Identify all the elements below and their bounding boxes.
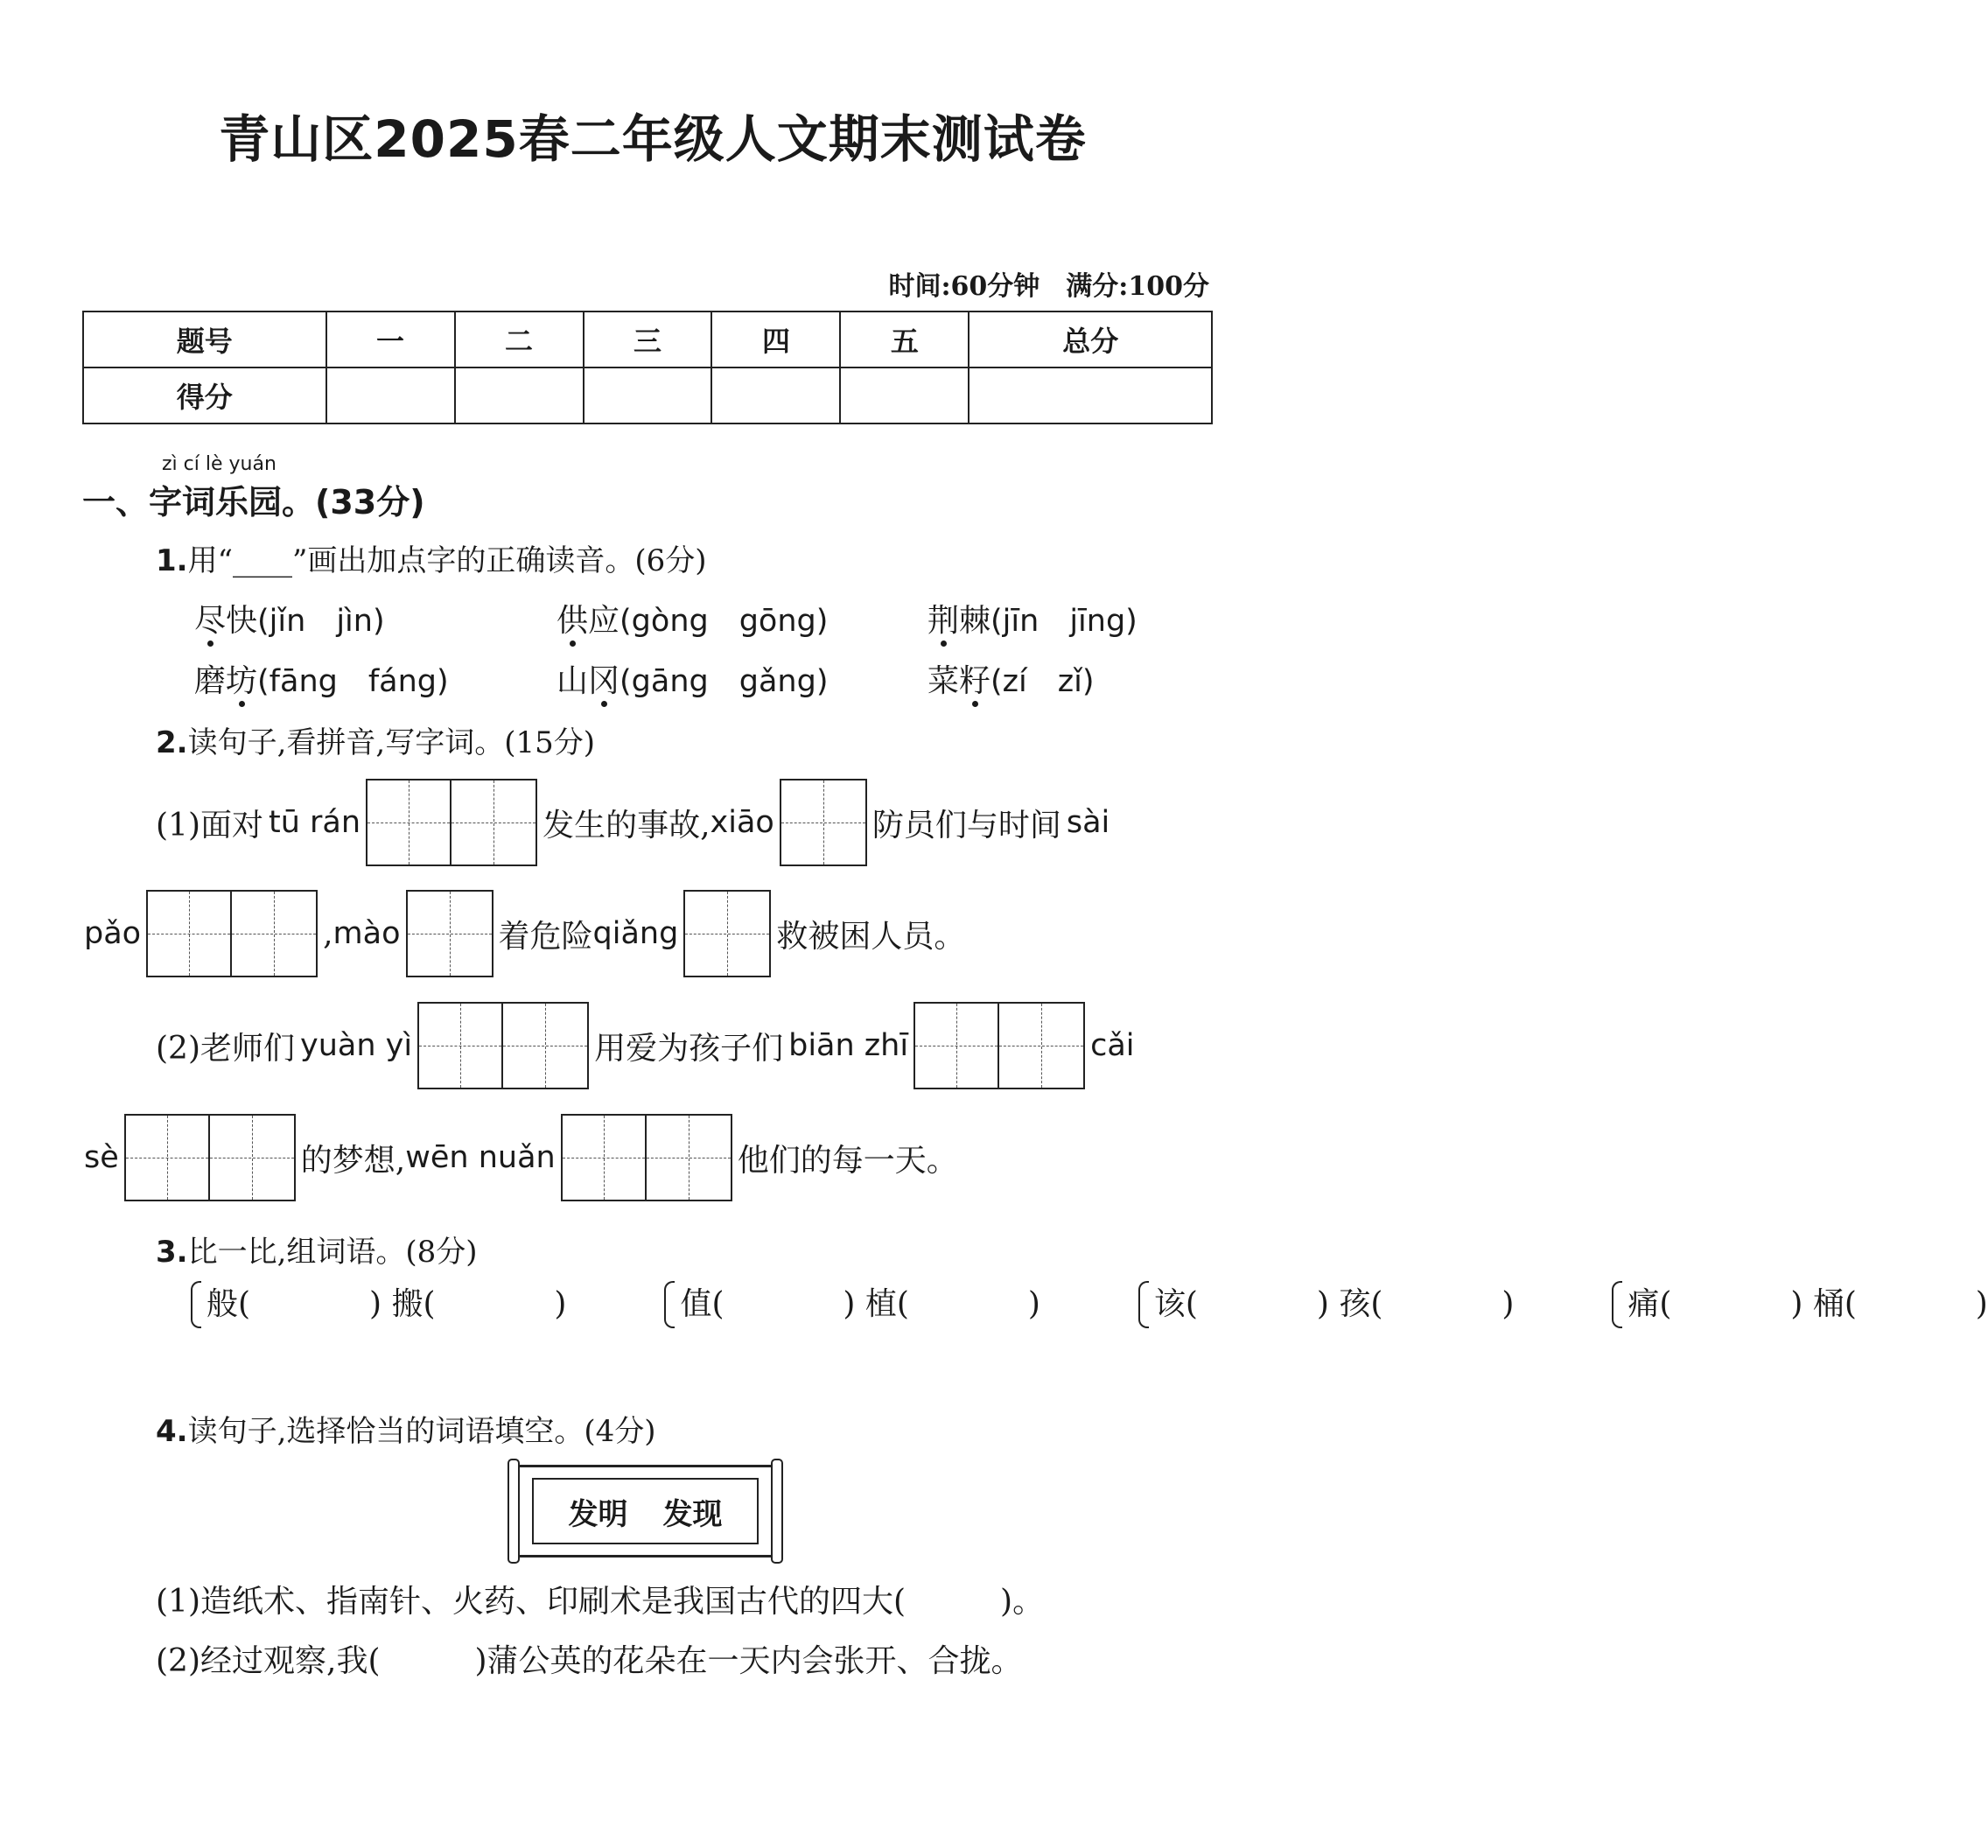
question-number: 3. bbox=[156, 1235, 188, 1270]
writing-grid[interactable] bbox=[561, 1114, 732, 1201]
pair-char: 般 bbox=[206, 1286, 239, 1322]
score-table bbox=[82, 311, 1213, 424]
score-input-cell[interactable] bbox=[584, 368, 712, 424]
word-pair: 值( ) 植( ) bbox=[664, 1276, 1040, 1334]
word-pair: 痛( ) 桶( ) bbox=[1612, 1276, 1987, 1334]
pinyin-prompt: biān zhī bbox=[788, 1028, 909, 1063]
word-bank-scroll bbox=[512, 1465, 779, 1558]
pinyin-prompt: yuàn yì bbox=[300, 1028, 413, 1063]
score-header-cell: 四 bbox=[711, 312, 840, 368]
fill-sentence-1[interactable]: (1)造纸术、指南针、火药、印刷术是我国古代的四大( )。 bbox=[156, 1584, 1045, 1620]
item-options: (gāng gǎng) bbox=[620, 664, 829, 699]
word-pair: 该( ) 孩( ) bbox=[1138, 1276, 1514, 1334]
reading-item-1[interactable] bbox=[194, 596, 385, 640]
question-text: 用“____”画出加点字的正确读音。(6分) bbox=[187, 543, 707, 578]
pinyin-prompt: sài bbox=[1066, 805, 1110, 840]
score-header-cell: 题号 bbox=[83, 312, 326, 368]
dotted-char: 籽 bbox=[959, 663, 991, 699]
word-bank-item: 发明 bbox=[568, 1496, 628, 1532]
pinyin-prompt: cǎi bbox=[1090, 1028, 1135, 1063]
question-text: 比一比,组词语。(8分) bbox=[187, 1235, 478, 1270]
dotted-char: 坊 bbox=[226, 663, 258, 699]
score-input-cell[interactable] bbox=[326, 368, 455, 424]
pinyin-prompt: pǎo bbox=[84, 916, 142, 951]
reading-item-5[interactable] bbox=[556, 656, 828, 701]
writing-grid[interactable] bbox=[780, 779, 867, 866]
question-number: 1. bbox=[156, 543, 188, 578]
pair-char: 孩 bbox=[1339, 1286, 1371, 1322]
dotted-char: 供 bbox=[556, 603, 589, 639]
question-number: 2. bbox=[156, 725, 188, 760]
question-1 bbox=[156, 536, 707, 579]
sentence-text: 用爱为孩子们 bbox=[594, 1030, 784, 1067]
item-char: 快 bbox=[226, 603, 258, 639]
pair-char: 搬 bbox=[391, 1286, 424, 1322]
fill-sentence-part: (2)经过观察,我( ) bbox=[156, 1643, 487, 1679]
pinyin-prompt: xiāo bbox=[710, 805, 774, 840]
pair-char: 痛 bbox=[1628, 1286, 1660, 1322]
sentence-1-line-2 bbox=[84, 890, 965, 977]
pinyin-prompt: sè bbox=[84, 1140, 119, 1175]
item-char: 山 bbox=[556, 663, 589, 699]
score-header-cell: 二 bbox=[455, 312, 584, 368]
item-char: 棘 bbox=[959, 603, 991, 639]
item-options: (jǐn jìn) bbox=[257, 604, 385, 639]
item-word bbox=[556, 603, 620, 639]
writing-grid[interactable] bbox=[914, 1002, 1085, 1089]
sentence-text: 发生的事故, bbox=[542, 807, 710, 844]
writing-grid[interactable] bbox=[124, 1114, 296, 1201]
sentence-text: 的梦想, bbox=[300, 1142, 406, 1179]
score-table-header-row bbox=[83, 312, 1212, 368]
section-title: 一、字词乐园。(33分) bbox=[82, 483, 425, 522]
score-input-cell[interactable] bbox=[455, 368, 584, 424]
scroll-roll-right bbox=[771, 1459, 783, 1564]
writing-grid[interactable] bbox=[683, 890, 771, 977]
sentence-text: 防员们与时间 bbox=[872, 807, 1061, 844]
question-text: 读句子,看拼音,写字词。(15分) bbox=[187, 725, 595, 760]
item-word bbox=[928, 603, 990, 639]
word-bank bbox=[532, 1478, 759, 1544]
item-options: (fāng fáng) bbox=[257, 664, 449, 699]
pair-char: 该 bbox=[1153, 1286, 1186, 1322]
score-header-cell: 三 bbox=[584, 312, 712, 368]
question-2 bbox=[156, 718, 595, 761]
sentence-text: (1)面对 bbox=[156, 807, 263, 844]
dotted-char: 冈 bbox=[588, 663, 620, 699]
item-word bbox=[928, 663, 990, 699]
item-word bbox=[194, 663, 257, 699]
sentence-2-line-1 bbox=[156, 1002, 1135, 1089]
section-pinyin: zì cí lè yuán bbox=[162, 453, 276, 475]
word-bank-item: 发现 bbox=[662, 1496, 723, 1532]
question-3 bbox=[156, 1228, 478, 1270]
scroll-roll-left bbox=[508, 1459, 520, 1564]
reading-item-3[interactable] bbox=[928, 596, 1138, 640]
fill-sentence-part: 蒲公英的花朵在一天内会张开、合拢。 bbox=[486, 1643, 1023, 1679]
item-options: (gòng gōng) bbox=[620, 604, 829, 639]
writing-grid[interactable] bbox=[406, 890, 494, 977]
dotted-char: 尽 bbox=[194, 603, 227, 639]
sentence-text: 着危险 bbox=[498, 918, 593, 955]
writing-grid[interactable] bbox=[417, 1002, 589, 1089]
exam-meta: 时间:60分钟 满分:100分 bbox=[888, 271, 1209, 302]
pinyin-prompt: tū rán bbox=[269, 805, 361, 840]
fill-sentence-2[interactable] bbox=[156, 1636, 1023, 1681]
pair-char: 桶 bbox=[1812, 1286, 1844, 1322]
score-input-cell[interactable] bbox=[969, 368, 1212, 424]
pair-char: 值 bbox=[680, 1286, 712, 1322]
reading-item-4[interactable] bbox=[194, 656, 449, 701]
item-word bbox=[556, 663, 620, 699]
item-char: 菜 bbox=[928, 663, 960, 699]
score-input-cell[interactable] bbox=[711, 368, 840, 424]
sentence-1-line-1 bbox=[156, 779, 1110, 866]
word-pair: 般( ) 搬( ) bbox=[191, 1276, 566, 1334]
item-options: (jīn jīng) bbox=[990, 604, 1138, 639]
page-title: 青山区2025春二年级人文期末测试卷 bbox=[219, 109, 1087, 169]
score-input-cell[interactable] bbox=[840, 368, 969, 424]
score-table-score-row bbox=[83, 368, 1212, 424]
question-text: 读句子,选择恰当的词语填空。(4分) bbox=[187, 1414, 656, 1449]
score-header-cell: 五 bbox=[840, 312, 969, 368]
sentence-text: 救被困人员。 bbox=[776, 918, 966, 955]
item-word bbox=[194, 603, 257, 639]
sentence-text: , bbox=[323, 915, 333, 952]
score-row-label: 得分 bbox=[83, 368, 326, 424]
writing-grid[interactable] bbox=[366, 779, 537, 866]
question-number: 4. bbox=[156, 1414, 188, 1449]
item-char: 磨 bbox=[194, 663, 227, 699]
question-4 bbox=[156, 1407, 656, 1450]
score-header-cell: 一 bbox=[326, 312, 455, 368]
reading-item-2[interactable] bbox=[556, 596, 828, 640]
sentence-2-line-2 bbox=[84, 1114, 958, 1201]
item-options: (zí zǐ) bbox=[990, 664, 1095, 699]
pair-char: 植 bbox=[864, 1286, 897, 1322]
writing-grid[interactable] bbox=[146, 890, 318, 977]
dotted-char: 荆 bbox=[928, 603, 960, 639]
score-header-cell: 总分 bbox=[969, 312, 1212, 368]
pinyin-prompt: wēn nuǎn bbox=[405, 1140, 556, 1175]
pinyin-prompt: mào bbox=[332, 916, 401, 951]
item-char: 应 bbox=[588, 603, 620, 639]
pinyin-prompt: qiǎng bbox=[592, 916, 679, 951]
sentence-text: 他们的每一天。 bbox=[737, 1142, 958, 1179]
reading-item-6[interactable] bbox=[928, 656, 1095, 701]
word-pair-group bbox=[191, 1276, 1988, 1334]
sentence-text: (2)老师们 bbox=[156, 1030, 295, 1067]
